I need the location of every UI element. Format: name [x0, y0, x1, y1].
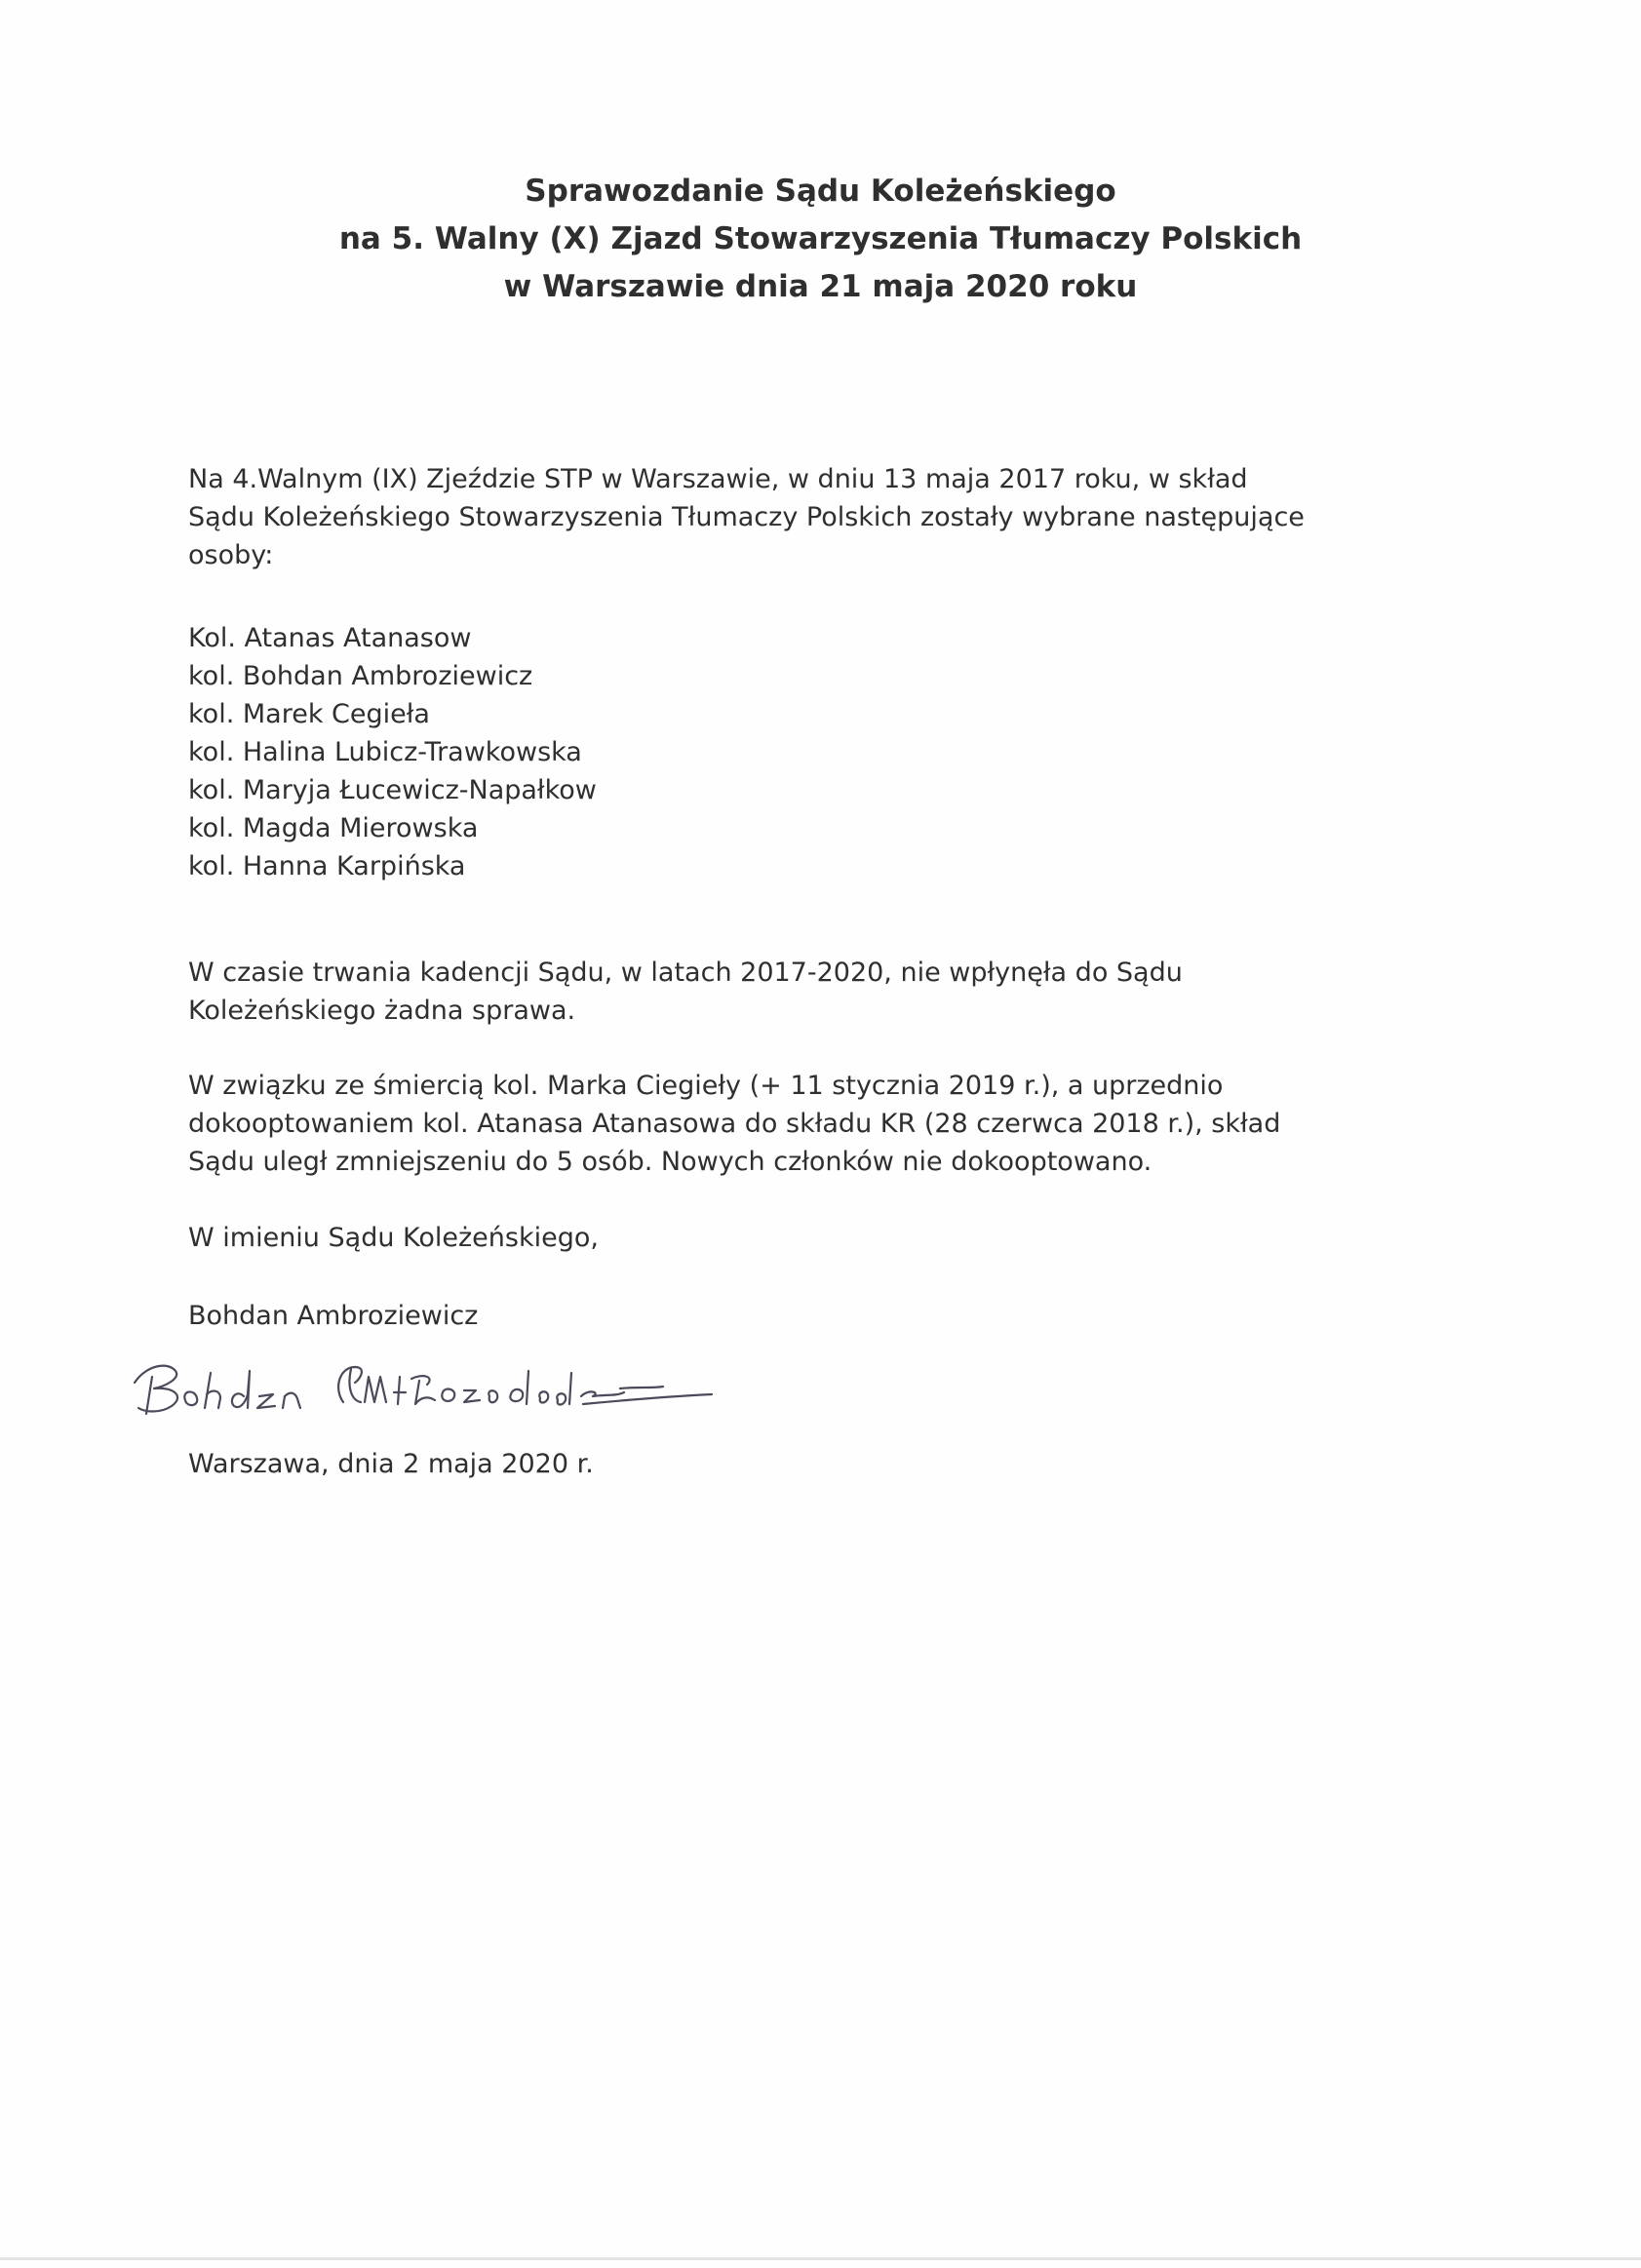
- change-line-1: W związku ze śmiercią kol. Marka Ciegieły (+ 11 stycznia 2019 r.), a uprzednio: [188, 1071, 1224, 1101]
- composition-change-paragraph: [188, 1067, 1456, 1181]
- members-list: [188, 619, 1456, 885]
- title-line-3: w Warszawie dnia 21 maja 2020 roku: [503, 269, 1138, 304]
- on-behalf-line: W imieniu Sądu Koleżeńskiego,: [188, 1223, 599, 1253]
- member-item: kol. Magda Mierowska: [188, 813, 479, 843]
- cases-line-1: W czasie trwania kadencji Sądu, w latach 2017-2020, nie wpłynęła do Sądu: [188, 958, 1183, 988]
- intro-line-3: osoby:: [188, 540, 274, 570]
- scan-edge-divider: [0, 2257, 1641, 2260]
- intro-line-2: Sądu Koleżeńskiego Stowarzyszenia Tłumaczy Polskich zostały wybrane następujące: [188, 502, 1305, 532]
- place-and-date: Warszawa, dnia 2 maja 2020 r.: [188, 1449, 594, 1479]
- signatory-name: Bohdan Ambroziewicz: [188, 1301, 479, 1331]
- change-line-2: dokooptowaniem kol. Atanasa Atanasowa do składu KR (28 czerwca 2018 r.), skład: [188, 1109, 1281, 1139]
- document-title: [0, 168, 1641, 311]
- cases-paragraph: [188, 954, 1456, 1030]
- member-item: kol. Maryja Łucewicz-Napałkow: [188, 775, 597, 805]
- handwritten-signature: [117, 1344, 878, 1427]
- intro-line-1: Na 4.Walnym (IX) Zjeździe STP w Warszawie, w dniu 13 maja 2017 roku, w skład: [188, 464, 1248, 494]
- title-line-1: Sprawozdanie Sądu Koleżeńskiego: [525, 174, 1116, 209]
- cases-line-2: Koleżeńskiego żadna sprawa.: [188, 996, 576, 1026]
- member-item: kol. Bohdan Ambroziewicz: [188, 661, 533, 691]
- change-line-3: Sądu uległ zmniejszeniu do 5 osób. Nowych członków nie dokooptowano.: [188, 1147, 1153, 1177]
- member-item: kol. Hanna Karpińska: [188, 851, 466, 881]
- member-item: kol. Marek Cegieła: [188, 699, 430, 729]
- member-item: kol. Halina Lubicz-Trawkowska: [188, 737, 582, 767]
- intro-paragraph: [188, 460, 1456, 574]
- member-item: Kol. Atanas Atanasow: [188, 623, 472, 653]
- title-line-2: na 5. Walny (X) Zjazd Stowarzyszenia Tłumaczy Polskich: [338, 221, 1303, 256]
